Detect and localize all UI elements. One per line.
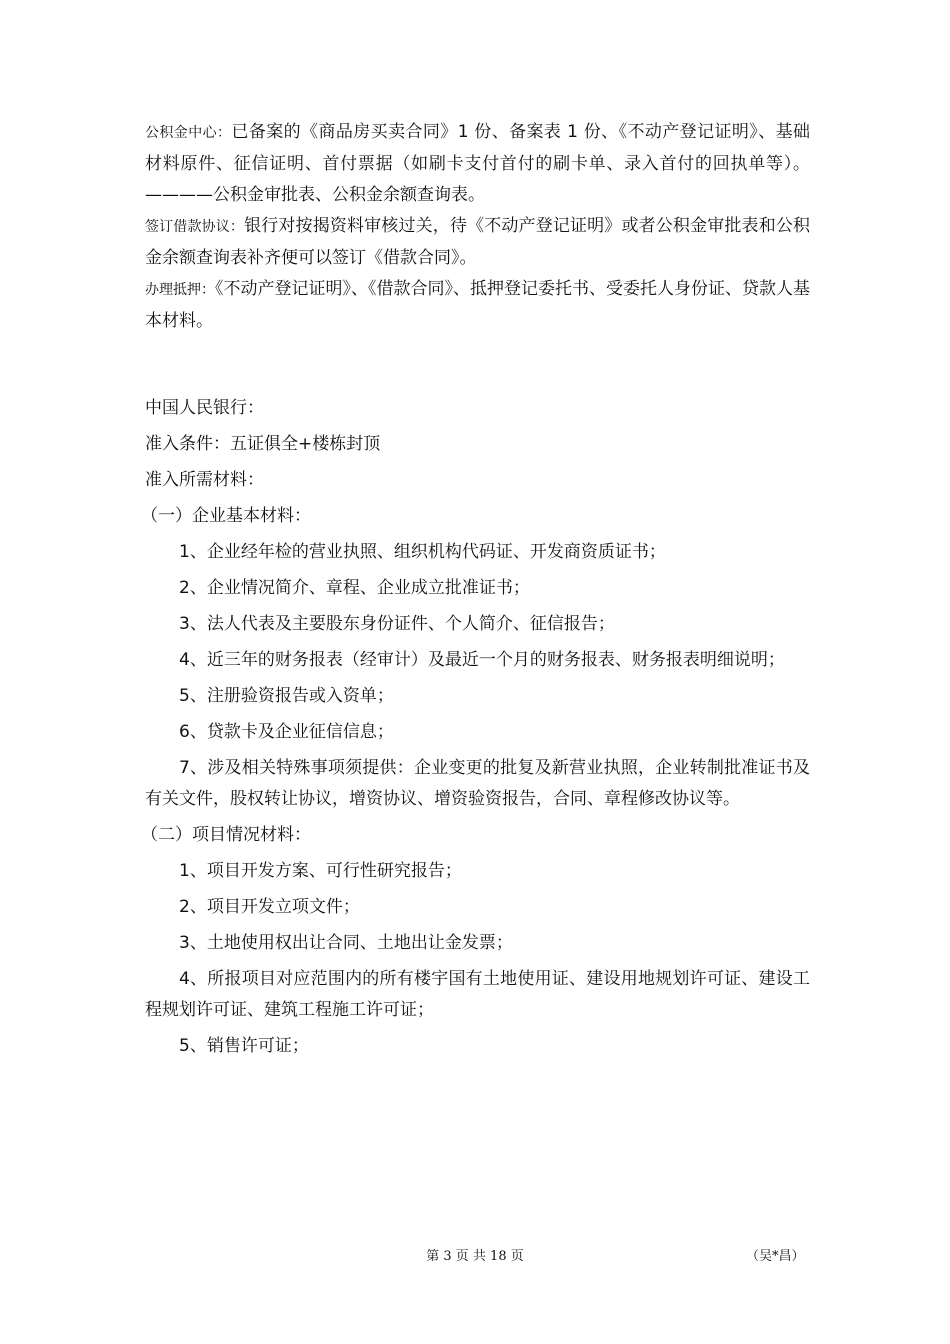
blank-line <box>145 337 810 393</box>
paragraph-loan-agreement <box>145 211 810 274</box>
paragraph-lead: 公积金中心： <box>145 125 232 141</box>
list-item: 3、法人代表及主要股东身份证件、个人简介、征信报告； <box>179 614 615 634</box>
list-item: 2、项目开发立项文件； <box>179 897 360 917</box>
paragraph-lead: 签订借款协议： <box>145 219 245 235</box>
page-number: 第 3 页 共 18 页 <box>426 1249 524 1264</box>
list-item: 1、企业经年检的营业执照、组织机构代码证、开发商资质证书； <box>179 542 666 562</box>
list-item: 5、销售许可证； <box>179 1036 309 1056</box>
admission-materials: 准入所需材料： <box>145 470 264 490</box>
paragraph-text: 银行对按揭资料审核过关，待《不动产登记证明》或者公积金审批表和公积金余额查询表补齐便可以签订《借款合同》。 <box>145 216 810 268</box>
list-item: 3、土地使用权出让合同、土地出让金发票； <box>179 933 513 953</box>
paragraph-text: 已备案的《商品房买卖合同》1 份、备案表 1 份、《不动产登记证明》、基础材料原件、征信证明、首付票据（如刷卡支付首付的刷卡单、录入首付的回执单等）。————公积金审批表、公积金余额查询表。 <box>145 122 811 205</box>
admission-conditions: 准入条件：五证俱全+楼栋封顶 <box>145 434 381 454</box>
paragraph-text: 《不动产登记证明》、《借款合同》、抵押登记委托书、受委托人身份证、贷款人基本材料。 <box>145 279 810 331</box>
list-item: 2、企业情况简介、章程、企业成立批准证书； <box>179 578 530 598</box>
footer-author: （吴*昌） <box>746 1249 805 1264</box>
document-body <box>141 117 811 1067</box>
paragraph-housing-fund <box>145 117 810 211</box>
section-heading-project: （二）项目情况材料： <box>141 825 311 845</box>
list-item: 4、近三年的财务报表（经审计）及最近一个月的财务报表、财务报表明细说明； <box>179 650 785 670</box>
paragraph-lead: 办理抵押： <box>145 282 215 298</box>
list-item: 6、贷款卡及企业征信信息； <box>179 722 394 742</box>
list-item: 5、注册验资报告或入资单； <box>179 686 394 706</box>
bank-title: 中国人民银行： <box>145 398 264 418</box>
list-item: 7、涉及相关特殊事项须提供：企业变更的批复及新营业执照，企业转制批准证书及有关文件，股权转让协议，增资协议、增资验资报告，合同、章程修改协议等。 <box>145 758 810 809</box>
list-item: 4、所报项目对应范围内的所有楼宇国有土地使用证、建设用地规划许可证、建设工程规划许可证、建筑工程施工许可证； <box>145 969 810 1020</box>
section-heading-company: （一）企业基本材料： <box>141 506 311 526</box>
list-item: 1、项目开发方案、可行性研究报告； <box>179 861 462 881</box>
paragraph-mortgage <box>145 274 810 337</box>
